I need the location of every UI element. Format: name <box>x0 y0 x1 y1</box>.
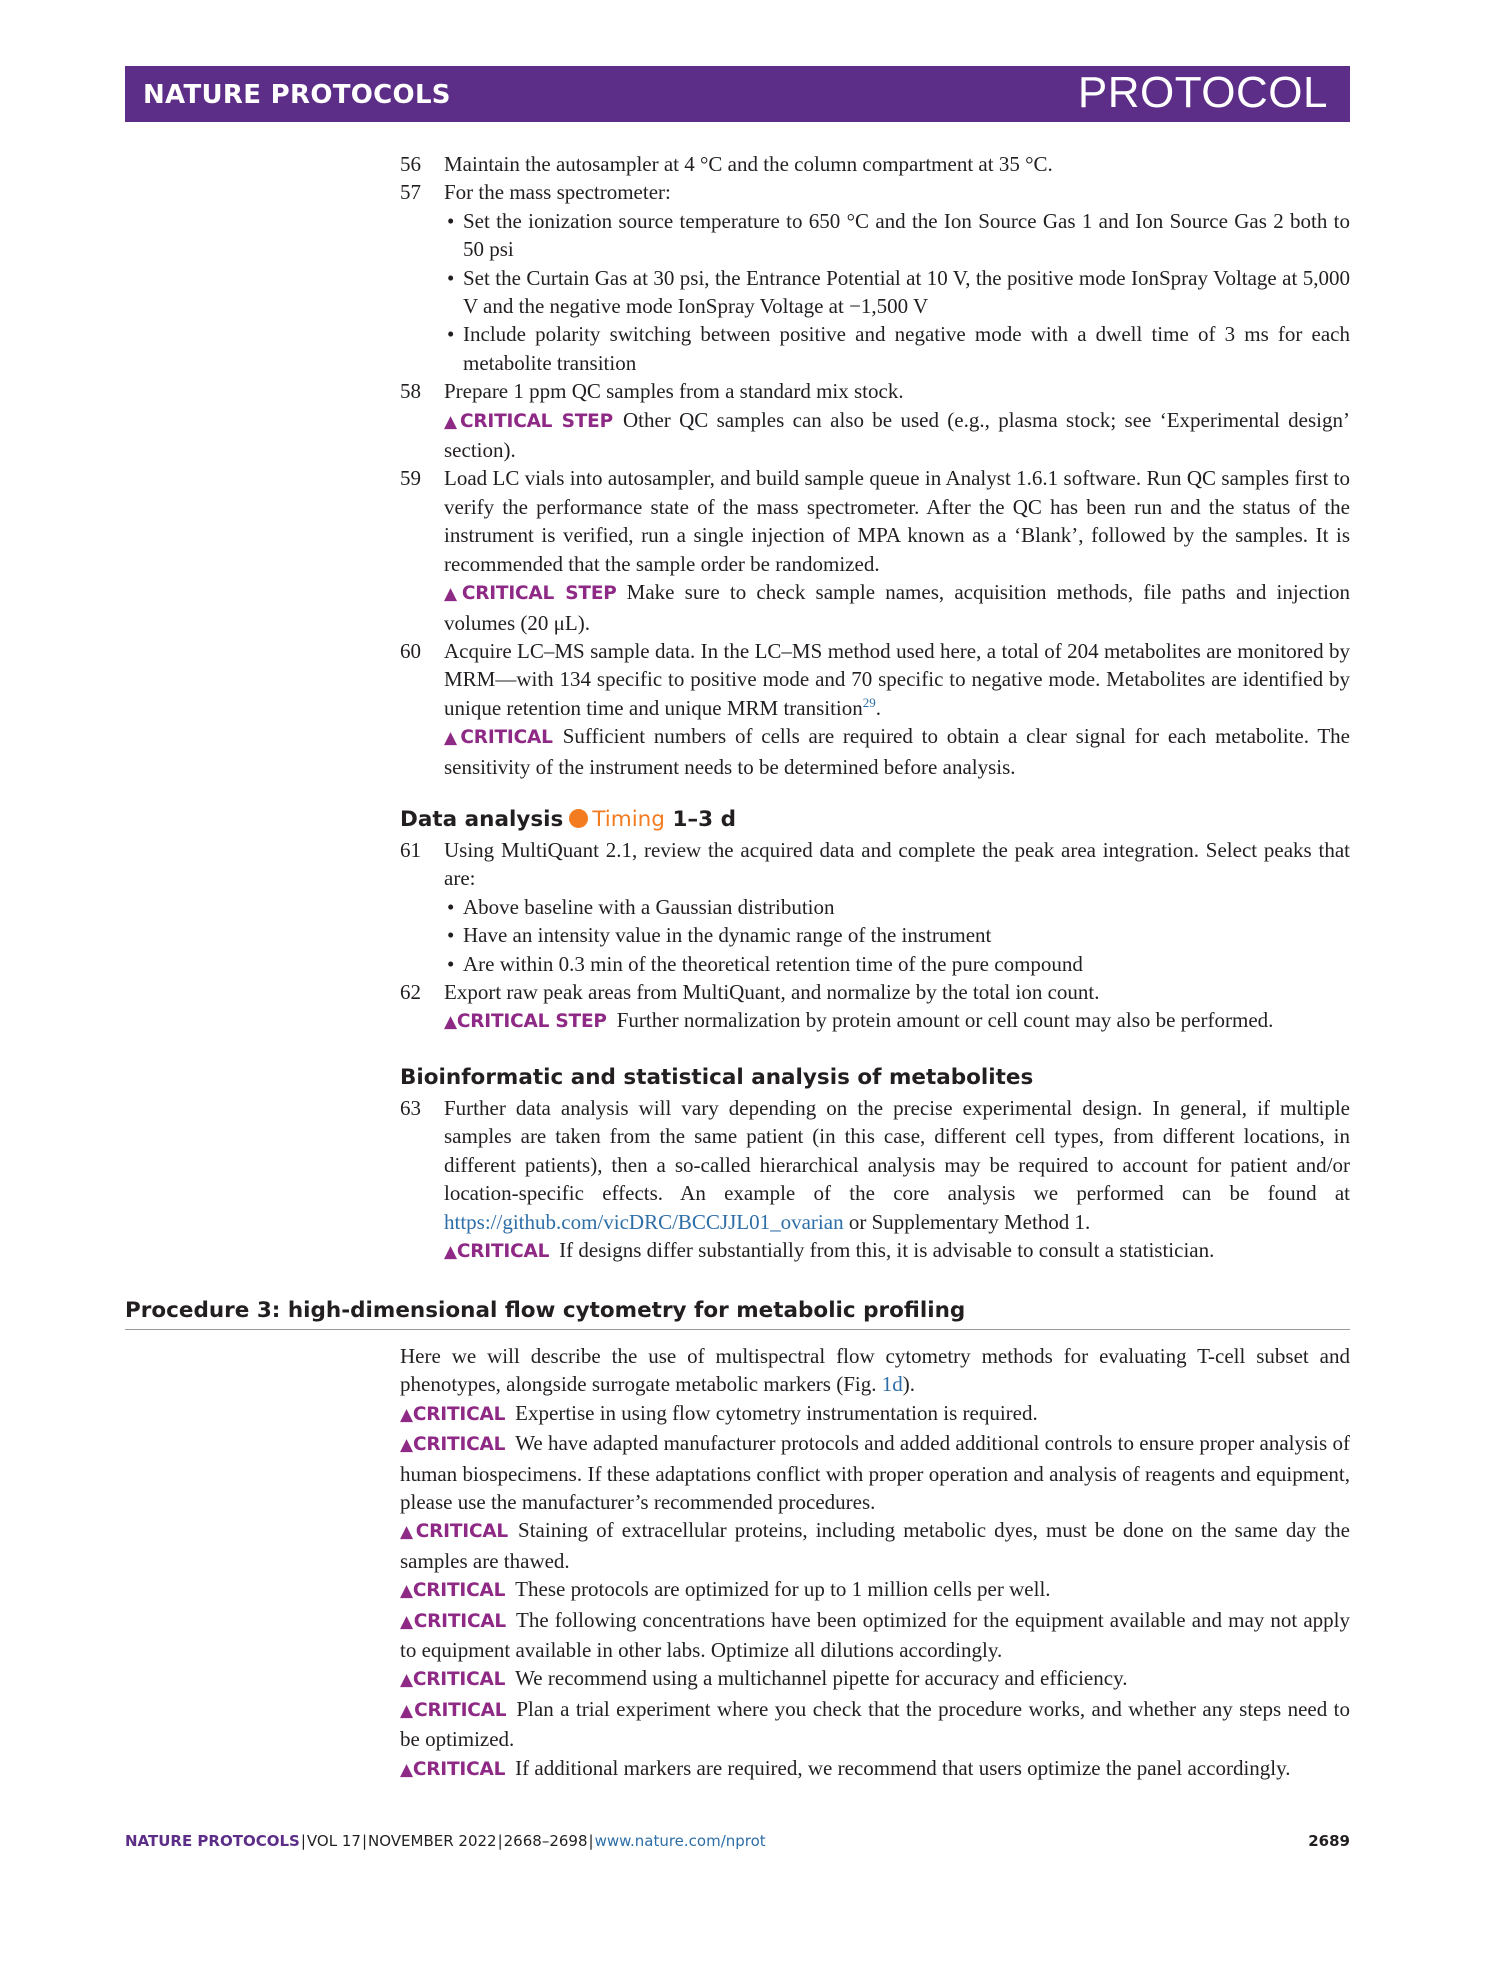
step-text: Prepare 1 ppm QC samples from a standard mix stock. <box>444 379 904 404</box>
critical-step-label: ▲CRITICAL STEP <box>444 583 617 605</box>
article-type: PROTOCOL <box>1077 68 1328 117</box>
list-item: • Set the Curtain Gas at 30 psi, the Entrance Potential at 10 V, the positive mode IonSpray Voltage at 5,000 V and the negative mode IonSpray Voltage at −1,500 V <box>444 264 1350 321</box>
bioinformatic-section <box>400 1062 1350 1266</box>
bullet-list <box>444 207 1350 377</box>
step-number: 60 <box>400 638 421 663</box>
footer-journal: NATURE PROTOCOLS <box>125 1832 300 1850</box>
timing-value: 1–3 d <box>672 807 736 832</box>
critical-text: Further normalization by protein amount or cell count may also be performed. <box>616 1008 1274 1033</box>
page-number: 2689 <box>1308 1832 1350 1850</box>
critical-text: Plan a trial experiment where you check that the procedure works, and whether any steps need to be optimized. <box>400 1696 1350 1752</box>
step-62 <box>400 978 1350 1037</box>
critical-label: ▲CRITICAL <box>400 1610 507 1632</box>
timing-label: Timing <box>592 807 665 832</box>
footer-pages: 2668–2698 <box>503 1832 588 1850</box>
step-63 <box>400 1094 1350 1266</box>
warning-triangle-icon: ▲ <box>400 1670 413 1691</box>
critical-label: ▲CRITICAL <box>444 727 553 749</box>
critical-text: We recommend using a multichannel pipette for accuracy and efficiency. <box>515 1666 1128 1691</box>
warning-triangle-icon: ▲ <box>444 1242 457 1263</box>
step-text: Maintain the autosampler at 4 °C and the column compartment at 35 °C. <box>444 152 1053 176</box>
step-number: 56 <box>400 152 421 176</box>
warning-triangle-icon: ▲ <box>400 1611 414 1632</box>
step-57 <box>400 178 1350 377</box>
critical-label: ▲CRITICAL <box>400 1434 506 1456</box>
warning-triangle-icon: ▲ <box>444 728 461 749</box>
critical-step-label: ▲CRITICAL STEP <box>444 1011 607 1033</box>
data-analysis-section <box>400 804 1350 1037</box>
list-item: • Include polarity switching between positive and negative mode with a dwell time of 3 ms for each metabolite transition <box>444 320 1350 377</box>
step-number: 61 <box>400 838 421 862</box>
critical-label: ▲CRITICAL <box>400 1699 507 1721</box>
warning-triangle-icon: ▲ <box>444 584 462 605</box>
critical-note <box>444 1006 1350 1036</box>
critical-note <box>444 578 1350 637</box>
warning-triangle-icon: ▲ <box>444 411 460 432</box>
step-number: 62 <box>400 980 421 1005</box>
intro-paragraph: Here we will describe the use of multispectral flow cytometry methods for evaluating T-cell subset and phenotypes, alongside surrogate metabolic markers (Fig. 1d). <box>400 1344 1350 1397</box>
critical-text: If designs differ substantially from this, it is advisable to consult a statistician. <box>559 1238 1215 1263</box>
critical-note <box>400 1664 1350 1694</box>
warning-triangle-icon: ▲ <box>400 1700 415 1721</box>
critical-text: These protocols are optimized for up to 1 million cells per well. <box>515 1577 1051 1602</box>
step-number: 57 <box>400 180 421 205</box>
critical-text: We have adapted manufacturer protocols and added additional controls to ensure proper analysis of human biospecimens. If these adaptations conflict with proper operation and analysis of reagents and equipment, please use the manufacturer’s recommended procedures. <box>400 1431 1350 1515</box>
critical-text: The following concentrations have been optimized for the equipment available and may not apply to equipment available in other labs. Optimize all dilutions accordingly. <box>400 1607 1350 1663</box>
step-59 <box>400 464 1350 636</box>
section-heading: Bioinformatic and statistical analysis of metabolites <box>400 1065 1034 1090</box>
footer-url-link[interactable]: www.nature.com/nprot <box>594 1832 766 1850</box>
step-text: Further data analysis will vary depending on the precise experimental design. In general, if multiple samples are taken from the same patient (in this case, different cell types, from different locations, in different patients), then a so-called hierarchical analysis may be required to account for patient and/or location-specific effects. An example of the core analysis we performed can be found at https://github.com/vicDRC/BCCJJL01_ovarian or Supplementary Method 1. <box>444 1096 1350 1234</box>
warning-triangle-icon: ▲ <box>400 1435 413 1456</box>
step-text: Load LC vials into autosampler, and build sample queue in Analyst 1.6.1 software. Run QC samples first to verify the performance state of the mass spectrometer. After the QC has been run and the status of the instrument is verified, run a single injection of MPA known as a ‘Blank’, followed by the samples. It is recommended that the sample order be randomized. <box>444 466 1350 576</box>
list-item: • Have an intensity value in the dynamic range of the instrument <box>444 921 1350 949</box>
timing-dot-icon <box>569 809 588 828</box>
critical-text: If additional markers are required, we recommend that users optimize the panel accordingly. <box>515 1755 1291 1780</box>
step-text: Acquire LC–MS sample data. In the LC–MS method used here, a total of 204 metabolites are monitored by MRM—with 134 specific to positive mode and 70 specific to negative mode. Metabolites are identified by unique retention time and unique MRM transition$^{29}$. <box>444 638 1350 720</box>
header-bar <box>125 66 1350 122</box>
critical-note <box>444 1236 1350 1266</box>
procedure-3-body <box>400 1342 1350 1784</box>
step-number: 58 <box>400 379 421 404</box>
step-56 <box>400 150 1350 178</box>
github-link[interactable]: https://github.com/vicDRC/BCCJJL01_ovarian <box>444 1209 844 1234</box>
step-text: For the mass spectrometer: <box>444 180 671 205</box>
critical-label: ▲CRITICAL <box>400 1403 506 1425</box>
critical-note <box>400 1429 1350 1516</box>
warning-triangle-icon: ▲ <box>400 1759 413 1780</box>
critical-note <box>444 406 1350 465</box>
figure-link[interactable]: 1d <box>881 1372 903 1397</box>
footer-date: NOVEMBER 2022 <box>368 1832 497 1850</box>
critical-note <box>400 1575 1350 1605</box>
steps-56-60 <box>400 150 1350 781</box>
critical-text: Expertise in using flow cytometry instrumentation is required. <box>515 1400 1038 1425</box>
critical-text: Sufficient numbers of cells are required to obtain a clear signal for each metabolite. The sensitivity of the instrument needs to be determined before analysis. <box>444 724 1351 779</box>
critical-label: ▲CRITICAL <box>400 1758 506 1780</box>
step-text: Using MultiQuant 2.1, review the acquired data and complete the peak area integration. Select peaks that are: <box>444 838 1350 891</box>
critical-label: ▲CRITICAL <box>400 1521 509 1543</box>
critical-label: ▲CRITICAL <box>444 1241 550 1263</box>
journal-name: NATURE PROTOCOLS <box>143 80 451 110</box>
reference-link[interactable]: 29 <box>862 694 876 710</box>
critical-text: Make sure to check sample names, acquisition methods, file paths and injection volumes (20 μL). <box>444 580 1351 635</box>
section-heading: Data analysis Timing 1–3 d <box>400 807 736 832</box>
step-60 <box>400 637 1350 781</box>
list-item: • Above baseline with a Gaussian distribution <box>444 893 1350 921</box>
critical-note <box>400 1606 1350 1665</box>
critical-label: ▲CRITICAL <box>400 1669 506 1691</box>
step-61 <box>400 836 1350 978</box>
critical-note <box>400 1695 1350 1754</box>
bullet-list <box>444 893 1350 978</box>
critical-step-label: ▲CRITICAL STEP <box>444 410 613 432</box>
warning-triangle-icon: ▲ <box>444 1012 457 1033</box>
step-58 <box>400 377 1350 464</box>
critical-note <box>400 1399 1350 1429</box>
procedure-3-heading: Procedure 3: high-dimensional flow cytometry for metabolic profiling <box>125 1296 1350 1330</box>
footer-volume: VOL 17 <box>306 1832 361 1850</box>
list-item: • Are within 0.3 min of the theoretical retention time of the pure compound <box>444 950 1350 978</box>
step-text: Export raw peak areas from MultiQuant, and normalize by the total ion count. <box>444 980 1100 1005</box>
critical-text: Staining of extracellular proteins, including metabolic dyes, must be done on the same day the samples are thawed. <box>400 1518 1350 1573</box>
critical-note <box>444 722 1350 781</box>
footer: NATURE PROTOCOLS|VOL 17|NOVEMBER 2022|2668–2698|www.nature.com/nprot 2689 <box>125 1829 1350 1853</box>
warning-triangle-icon: ▲ <box>400 1522 416 1543</box>
critical-label: ▲CRITICAL <box>400 1580 506 1602</box>
critical-note <box>400 1516 1350 1575</box>
list-item: • Set the ionization source temperature to 650 °C and the Ion Source Gas 1 and Ion Source Gas 2 both to 50 psi <box>444 207 1350 264</box>
step-number: 59 <box>400 466 421 491</box>
critical-text: Other QC samples can also be used (e.g., plasma stock; see ‘Experimental design’ section). <box>444 407 1351 463</box>
step-number: 63 <box>400 1096 421 1120</box>
critical-note <box>400 1754 1350 1784</box>
warning-triangle-icon: ▲ <box>400 1581 413 1602</box>
warning-triangle-icon: ▲ <box>400 1404 413 1425</box>
